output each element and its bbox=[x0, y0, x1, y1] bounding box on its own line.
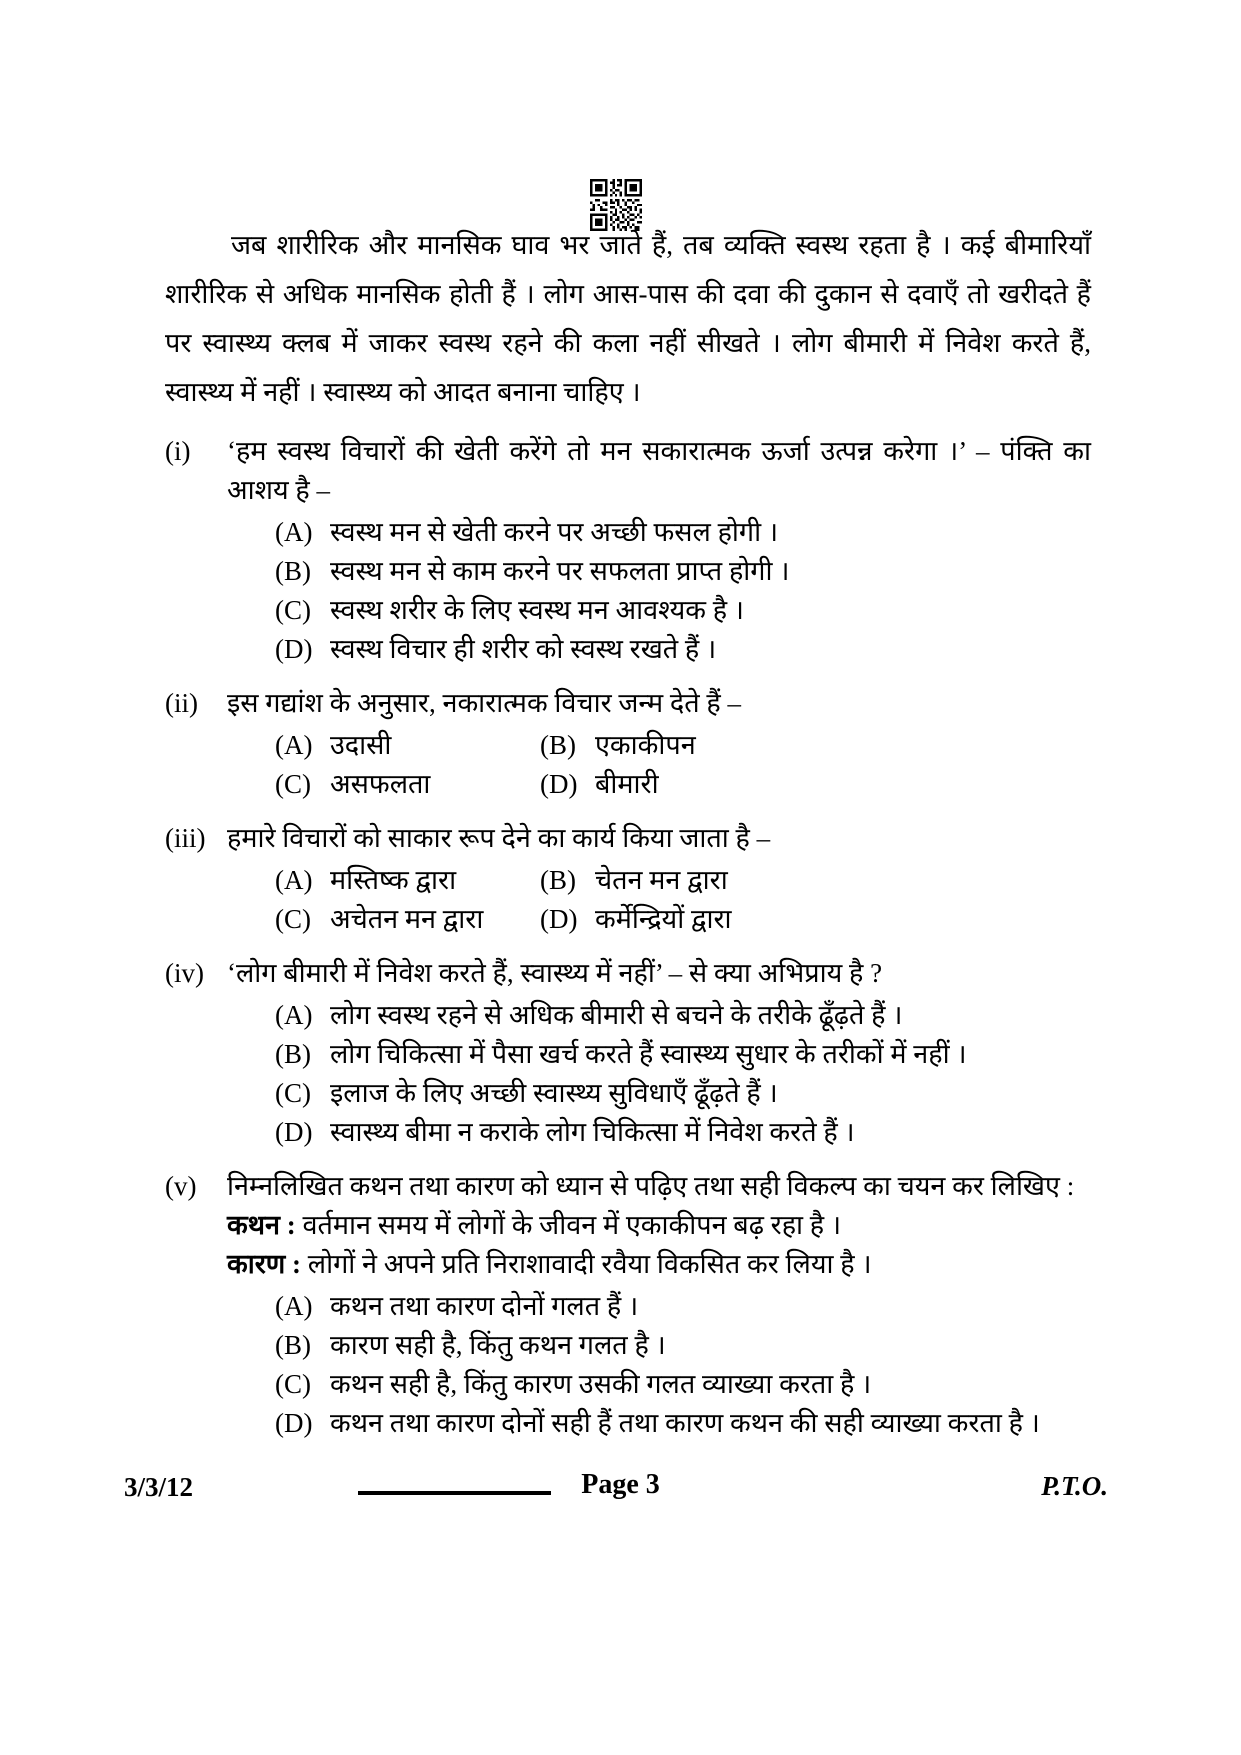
option-a bbox=[275, 861, 540, 900]
option-label: (C) bbox=[275, 1078, 311, 1108]
passage-line: शारीरिक से अधिक मानसिक होती हैं । लोग आस-पास की दवा की दुकान से दवाएँ तो खरीदते हैं bbox=[165, 279, 1091, 309]
option-label: (C) bbox=[275, 1369, 311, 1399]
option-text: कर्मेन्द्रियों द्वारा bbox=[595, 904, 732, 934]
options-list bbox=[227, 726, 1091, 804]
option-b bbox=[275, 1035, 1091, 1074]
question-body bbox=[227, 684, 1091, 804]
option-label: (B) bbox=[540, 730, 576, 760]
question-text: इस गद्यांश के अनुसार, नकारात्मक विचार जन्म देते हैं – bbox=[227, 688, 741, 718]
option-text: लोग चिकित्सा में पैसा खर्च करते हैं स्वास्थ्य सुधार के तरीकों में नहीं । bbox=[330, 1039, 967, 1069]
options-list bbox=[227, 861, 1091, 939]
question-number: (iii) bbox=[165, 823, 206, 853]
option-text: उदासी bbox=[330, 730, 392, 760]
paper-code: 3/3/12 bbox=[124, 1472, 194, 1502]
option-text: लोग स्वस्थ रहने से अधिक बीमारी से बचने के तरीके ढूँढ़ते हैं । bbox=[330, 1000, 903, 1030]
option-text: कथन सही है, किंतु कारण उसकी गलत व्याख्या करता है । bbox=[330, 1369, 872, 1399]
option-label: (A) bbox=[275, 865, 313, 895]
option-d bbox=[275, 630, 1091, 669]
page-content bbox=[165, 221, 1091, 1443]
option-a bbox=[275, 996, 1091, 1035]
question-iii bbox=[165, 819, 1091, 939]
option-text: कारण सही है, किंतु कथन गलत है । bbox=[330, 1330, 666, 1360]
question-text: ‘हम स्वस्थ विचारों की खेती करेंगे तो मन सकारात्मक ऊर्जा उत्पन्न करेगा ।’ – पंक्ति का आशय है – bbox=[227, 436, 1091, 505]
option-text: स्वास्थ्य बीमा न कराके लोग चिकित्सा में निवेश करते हैं । bbox=[330, 1117, 855, 1147]
options-list bbox=[227, 996, 1091, 1152]
question-number: (i) bbox=[165, 436, 191, 466]
option-c bbox=[275, 1074, 1091, 1113]
reading-passage bbox=[165, 221, 1091, 417]
option-label: (A) bbox=[275, 1291, 313, 1321]
passage-line: स्वास्थ्य में नहीं । स्वास्थ्य को आदत बनाना चाहिए । bbox=[165, 377, 641, 407]
option-label: (D) bbox=[275, 1117, 313, 1147]
option-text: मस्तिष्क द्वारा bbox=[330, 865, 457, 895]
reason-text: लोगों ने अपने प्रति निराशावादी रवैया विकसित कर लिया है । bbox=[301, 1249, 872, 1279]
option-text: एकाकीपन bbox=[595, 730, 696, 760]
passage-line: जब शारीरिक और मानसिक घाव भर जाते हैं, तब व्यक्ति स्वस्थ रहता है । कई बीमारियाँ bbox=[231, 230, 1091, 260]
option-label: (B) bbox=[275, 1039, 311, 1069]
question-text: हमारे विचारों को साकार रूप देने का कार्य किया जाता है – bbox=[227, 823, 771, 853]
question-i bbox=[165, 432, 1091, 669]
option-label: (C) bbox=[275, 595, 311, 625]
pto-label: P.T.O. bbox=[1041, 1471, 1108, 1501]
question-v bbox=[165, 1167, 1091, 1443]
question-number: (ii) bbox=[165, 688, 198, 718]
option-d bbox=[275, 1404, 1091, 1443]
option-c bbox=[275, 591, 1091, 630]
question-text: निम्नलिखित कथन तथा कारण को ध्यान से पढ़िए तथा सही विकल्प का चयन कर लिखिए : bbox=[227, 1171, 1075, 1201]
option-b bbox=[540, 726, 1091, 765]
option-d bbox=[540, 900, 1091, 939]
question-number: (iv) bbox=[165, 958, 204, 988]
option-label: (B) bbox=[275, 556, 311, 586]
option-a bbox=[275, 1287, 1091, 1326]
reason-label: कारण : bbox=[227, 1249, 302, 1279]
option-c bbox=[275, 765, 540, 804]
option-c bbox=[275, 1365, 1091, 1404]
passage-line: पर स्वास्थ्य क्लब में जाकर स्वस्थ रहने की कला नहीं सीखते । लोग बीमारी में निवेश करते हैं, bbox=[165, 328, 1091, 358]
question-body bbox=[227, 954, 1091, 1152]
question-iv bbox=[165, 954, 1091, 1152]
option-label: (C) bbox=[275, 904, 311, 934]
option-text: स्वस्थ मन से काम करने पर सफलता प्राप्त होगी । bbox=[330, 556, 790, 586]
option-label: (C) bbox=[275, 769, 311, 799]
question-body bbox=[227, 819, 1091, 939]
assertion-label: कथन : bbox=[227, 1210, 296, 1240]
option-label: (D) bbox=[540, 769, 578, 799]
option-label: (B) bbox=[540, 865, 576, 895]
assertion-text: वर्तमान समय में लोगों के जीवन में एकाकीपन बढ़ रहा है । bbox=[295, 1210, 842, 1240]
option-label: (D) bbox=[275, 634, 313, 664]
option-b bbox=[275, 552, 1091, 591]
option-text: इलाज के लिए अच्छी स्वास्थ्य सुविधाएँ ढूँढ़ते हैं । bbox=[330, 1078, 778, 1108]
option-text: कथन तथा कारण दोनों सही हैं तथा कारण कथन की सही व्याख्या करता है । bbox=[330, 1408, 1040, 1438]
question-number: (v) bbox=[165, 1171, 197, 1201]
option-text: स्वस्थ विचार ही शरीर को स्वस्थ रखते हैं । bbox=[330, 634, 717, 664]
page-number: Page 3 bbox=[581, 1469, 660, 1500]
option-b bbox=[275, 1326, 1091, 1365]
option-label: (A) bbox=[275, 730, 313, 760]
reason-statement bbox=[227, 1245, 1091, 1284]
option-label: (A) bbox=[275, 1000, 313, 1030]
option-text: बीमारी bbox=[595, 769, 659, 799]
question-text: ‘लोग बीमारी में निवेश करते हैं, स्वास्थ्य में नहीं’ – से क्या अभिप्राय है ? bbox=[227, 958, 883, 988]
option-label: (D) bbox=[540, 904, 578, 934]
option-label: (D) bbox=[275, 1408, 313, 1438]
option-d bbox=[540, 765, 1091, 804]
options-list bbox=[227, 1287, 1091, 1443]
option-label: (B) bbox=[275, 1330, 311, 1360]
option-label: (A) bbox=[275, 517, 313, 547]
question-body bbox=[227, 432, 1091, 669]
option-c bbox=[275, 900, 540, 939]
option-text: अचेतन मन द्वारा bbox=[330, 904, 484, 934]
option-b bbox=[540, 861, 1091, 900]
question-body bbox=[227, 1167, 1091, 1443]
option-text: कथन तथा कारण दोनों गलत हैं । bbox=[330, 1291, 639, 1321]
option-text: असफलता bbox=[330, 769, 431, 799]
option-text: स्वस्थ शरीर के लिए स्वस्थ मन आवश्यक है । bbox=[330, 595, 745, 625]
option-text: चेतन मन द्वारा bbox=[595, 865, 728, 895]
option-text: स्वस्थ मन से खेती करने पर अच्छी फसल होगी । bbox=[330, 517, 779, 547]
option-a bbox=[275, 726, 540, 765]
option-a bbox=[275, 513, 1091, 552]
assertion-statement bbox=[227, 1206, 1091, 1245]
option-d bbox=[275, 1113, 1091, 1152]
options-list bbox=[227, 513, 1091, 669]
question-ii bbox=[165, 684, 1091, 804]
